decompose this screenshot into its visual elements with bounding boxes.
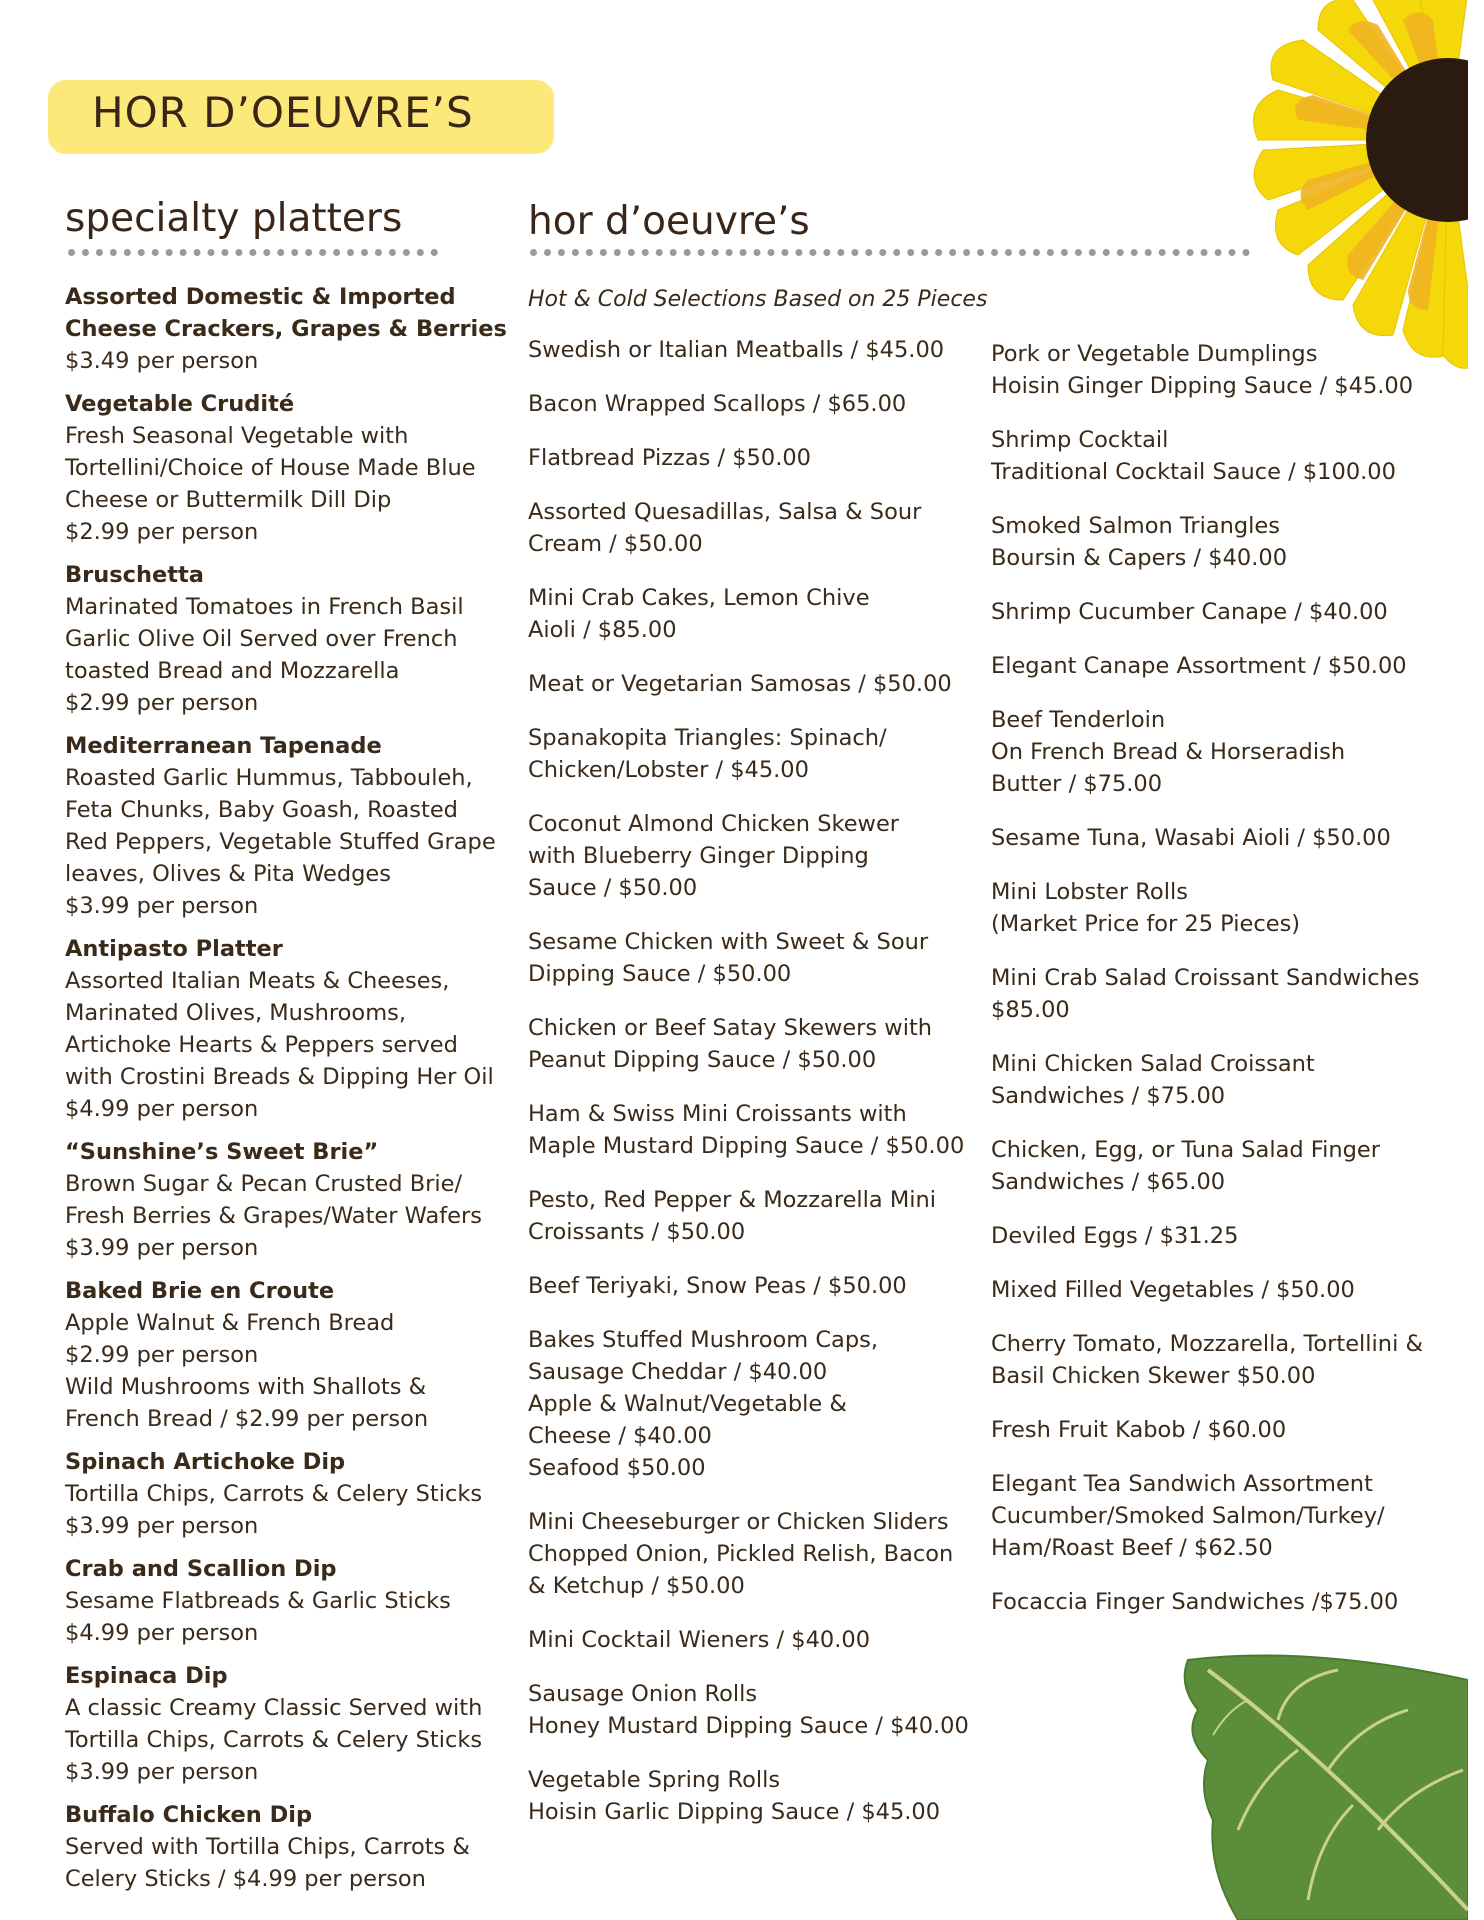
- menu-item: [528, 1270, 988, 1302]
- platter-name: Vegetable Crudité: [65, 391, 295, 417]
- platter-detail: Cheese or Buttermilk Dill Dip: [65, 487, 392, 513]
- platter-detail: Tortilla Chips, Carrots & Celery Sticks: [65, 1481, 483, 1507]
- sunflower-icon: [1228, 0, 1468, 370]
- platter-detail: Fresh Berries & Grapes/Water Wafers: [65, 1203, 482, 1229]
- menu-item-line: Coconut Almond Chicken Skewer: [528, 811, 900, 837]
- platter-item: [65, 281, 505, 377]
- platter-detail: $3.99 per person: [65, 1759, 259, 1785]
- platter-name: Crab and Scallion Dip: [65, 1556, 337, 1582]
- menu-item: [528, 1764, 988, 1828]
- menu-item: [528, 1012, 988, 1076]
- platter-detail: Wild Mushrooms with Shallots &: [65, 1374, 427, 1400]
- platter-detail: $2.99 per person: [65, 519, 259, 545]
- platter-item: [65, 1553, 505, 1649]
- menu-item-line: with Blueberry Ginger Dipping: [528, 843, 869, 869]
- menu-item-line: Mini Crab Cakes, Lemon Chive: [528, 585, 870, 611]
- platter-item: [65, 1799, 505, 1895]
- menu-item-line: Sesame Chicken with Sweet & Sour: [528, 929, 929, 955]
- menu-item: [528, 1506, 988, 1602]
- platter-detail: Tortilla Chips, Carrots & Celery Sticks: [65, 1727, 483, 1753]
- menu-item-line: Peanut Dipping Sauce / $50.00: [528, 1047, 877, 1073]
- menu-item-line: Hoisin Garlic Dipping Sauce / $45.00: [528, 1799, 941, 1825]
- platter-detail: $3.99 per person: [65, 1235, 259, 1261]
- menu-item: [528, 582, 988, 646]
- menu-item: [991, 1468, 1431, 1564]
- specialty-platters-divider: [68, 249, 438, 256]
- menu-item: [528, 388, 988, 420]
- menu-item: [528, 1324, 988, 1484]
- hor-doeuvres-heading: hor d’oeuvre’s: [528, 199, 810, 244]
- menu-item: [528, 722, 988, 786]
- platter-detail: French Bread / $2.99 per person: [65, 1406, 429, 1432]
- menu-item-line: Meat or Vegetarian Samosas / $50.00: [528, 671, 952, 697]
- hor-doeuvres-list-right: [991, 338, 1431, 1640]
- menu-item-line: Mixed Filled Vegetables / $50.00: [991, 1277, 1355, 1303]
- menu-item-line: $85.00: [991, 997, 1070, 1023]
- page-title-banner: [48, 80, 554, 154]
- platter-name: Buffalo Chicken Dip: [65, 1802, 313, 1828]
- menu-item-line: Mini Chicken Salad Croissant: [991, 1051, 1315, 1077]
- platter-detail: $3.99 per person: [65, 1513, 259, 1539]
- platter-detail: Feta Chunks, Baby Goash, Roasted: [65, 797, 458, 823]
- menu-item: [991, 1586, 1431, 1618]
- menu-item-line: Shrimp Cucumber Canape / $40.00: [991, 599, 1388, 625]
- menu-item-line: (Market Price for 25 Pieces): [991, 911, 1301, 937]
- menu-item-line: Hoisin Ginger Dipping Sauce / $45.00: [991, 373, 1414, 399]
- menu-item-line: Beef Tenderloin: [991, 707, 1166, 733]
- platter-name: Antipasto Platter: [65, 936, 283, 962]
- menu-item-line: Ham & Swiss Mini Croissants with: [528, 1101, 907, 1127]
- menu-item-line: Chicken or Beef Satay Skewers with: [528, 1015, 933, 1041]
- menu-item-line: Sauce / $50.00: [528, 875, 698, 901]
- platter-detail: leaves, Olives & Pita Wedges: [65, 861, 391, 887]
- menu-item: [528, 1098, 988, 1162]
- platter-detail: Tortellini/Choice of House Made Blue: [65, 455, 476, 481]
- menu-item-line: Aioli / $85.00: [528, 617, 677, 643]
- platter-item: [65, 1660, 505, 1788]
- platter-detail: Marinated Olives, Mushrooms,: [65, 1000, 406, 1026]
- menu-item-line: Apple & Walnut/Vegetable &: [528, 1391, 847, 1417]
- platter-detail: A classic Creamy Classic Served with: [65, 1695, 483, 1721]
- platter-item: [65, 1136, 505, 1264]
- menu-item: [528, 442, 988, 474]
- menu-item: [991, 876, 1431, 940]
- hor-doeuvres-list-left: [528, 284, 988, 1850]
- menu-item: [528, 496, 988, 560]
- menu-item-line: Pesto, Red Pepper & Mozzarella Mini: [528, 1187, 937, 1213]
- platter-name: Assorted Domestic & Imported: [65, 284, 456, 310]
- platter-detail: Marinated Tomatoes in French Basil: [65, 594, 464, 620]
- menu-item: [991, 1220, 1431, 1252]
- platter-name: Espinaca Dip: [65, 1663, 228, 1689]
- menu-item: [991, 338, 1431, 402]
- platter-detail: toasted Bread and Mozzarella: [65, 658, 400, 684]
- platter-item: [65, 933, 505, 1125]
- menu-item: [991, 1414, 1431, 1446]
- menu-item-line: Flatbread Pizzas / $50.00: [528, 445, 811, 471]
- platter-item: [65, 730, 505, 922]
- platter-name: Bruschetta: [65, 562, 204, 588]
- menu-item-line: Bacon Wrapped Scallops / $65.00: [528, 391, 907, 417]
- menu-item-line: Chopped Onion, Pickled Relish, Bacon: [528, 1541, 954, 1567]
- menu-item: [991, 704, 1431, 800]
- platter-detail: Sesame Flatbreads & Garlic Sticks: [65, 1588, 451, 1614]
- menu-item-line: Cream / $50.00: [528, 531, 703, 557]
- menu-item: [991, 424, 1431, 488]
- menu-item-line: Boursin & Capers / $40.00: [991, 545, 1288, 571]
- platter-detail: Brown Sugar & Pecan Crusted Brie/: [65, 1171, 463, 1197]
- menu-item-line: Smoked Salmon Triangles: [991, 513, 1280, 539]
- menu-item: [991, 1048, 1431, 1112]
- menu-item: [991, 596, 1431, 628]
- menu-item-line: Traditional Cocktail Sauce / $100.00: [991, 459, 1396, 485]
- menu-item-line: Cherry Tomato, Mozzarella, Tortellini &: [991, 1331, 1424, 1357]
- menu-item-line: Fresh Fruit Kabob / $60.00: [991, 1417, 1287, 1443]
- menu-item-line: Chicken/Lobster / $45.00: [528, 757, 809, 783]
- platter-detail: Celery Sticks / $4.99 per person: [65, 1866, 426, 1892]
- menu-item-line: Mini Cocktail Wieners / $40.00: [528, 1627, 871, 1653]
- platter-name: Spinach Artichoke Dip: [65, 1449, 346, 1475]
- platter-detail: Assorted Italian Meats & Cheeses,: [65, 968, 450, 994]
- menu-item: [991, 1134, 1431, 1198]
- menu-item-line: Bakes Stuffed Mushroom Caps,: [528, 1327, 878, 1353]
- platter-detail: Roasted Garlic Hummus, Tabbouleh,: [65, 765, 473, 791]
- menu-item-line: Seafood $50.00: [528, 1455, 706, 1481]
- platter-name: Mediterranean Tapenade: [65, 733, 382, 759]
- menu-item-line: Vegetable Spring Rolls: [528, 1767, 781, 1793]
- menu-item-line: On French Bread & Horseradish: [991, 739, 1346, 765]
- platter-detail: $2.99 per person: [65, 1342, 259, 1368]
- menu-item-line: Sandwiches / $75.00: [991, 1083, 1226, 1109]
- platter-name: Cheese Crackers, Grapes & Berries: [65, 316, 507, 342]
- menu-item: [528, 1624, 988, 1656]
- platter-detail: Garlic Olive Oil Served over French: [65, 626, 458, 652]
- menu-item-line: Sausage Onion Rolls: [528, 1681, 758, 1707]
- menu-item-line: Mini Crab Salad Croissant Sandwiches: [991, 965, 1420, 991]
- menu-item-line: Beef Teriyaki, Snow Peas / $50.00: [528, 1273, 907, 1299]
- menu-item-line: Assorted Quesadillas, Salsa & Sour: [528, 499, 922, 525]
- menu-item-line: Pork or Vegetable Dumplings: [991, 341, 1318, 367]
- menu-item: [991, 650, 1431, 682]
- menu-item-line: Butter / $75.00: [991, 771, 1163, 797]
- menu-item: [991, 822, 1431, 854]
- menu-item-line: Swedish or Italian Meatballs / $45.00: [528, 337, 945, 363]
- menu-item-line: Elegant Canape Assortment / $50.00: [991, 653, 1407, 679]
- menu-item: [528, 1184, 988, 1248]
- menu-item-line: & Ketchup / $50.00: [528, 1573, 745, 1599]
- menu-item: [991, 1274, 1431, 1306]
- menu-item-line: Basil Chicken Skewer $50.00: [991, 1363, 1316, 1389]
- platter-detail: Apple Walnut & French Bread: [65, 1310, 395, 1336]
- menu-item-line: Honey Mustard Dipping Sauce / $40.00: [528, 1713, 969, 1739]
- selection-note: Hot & Cold Selections Based on 25 Pieces: [528, 287, 988, 312]
- platter-detail: $2.99 per person: [65, 690, 259, 716]
- menu-item-line: Mini Cheeseburger or Chicken Sliders: [528, 1509, 949, 1535]
- menu-item-line: Mini Lobster Rolls: [991, 879, 1188, 905]
- menu-item-line: Cucumber/Smoked Salmon/Turkey/: [991, 1503, 1385, 1529]
- menu-item: [991, 962, 1431, 1026]
- menu-item-line: Cheese / $40.00: [528, 1423, 712, 1449]
- menu-item-line: Croissants / $50.00: [528, 1219, 746, 1245]
- platter-detail: $4.99 per person: [65, 1620, 259, 1646]
- menu-item: [528, 808, 988, 904]
- page-title: HOR D’OEUVRE’S: [92, 88, 474, 137]
- menu-item-line: Elegant Tea Sandwich Assortment: [991, 1471, 1373, 1497]
- platter-item: [65, 1446, 505, 1542]
- menu-item: [991, 510, 1431, 574]
- platter-detail: $4.99 per person: [65, 1096, 259, 1122]
- platter-detail: Served with Tortilla Chips, Carrots &: [65, 1834, 470, 1860]
- platter-detail: Fresh Seasonal Vegetable with: [65, 423, 409, 449]
- menu-item-line: Shrimp Cocktail: [991, 427, 1169, 453]
- platter-detail: Artichoke Hearts & Peppers served: [65, 1032, 458, 1058]
- specialty-platters-list: [65, 281, 505, 1906]
- menu-item-line: Sesame Tuna, Wasabi Aioli / $50.00: [991, 825, 1391, 851]
- platter-item: [65, 559, 505, 719]
- menu-item: [528, 334, 988, 366]
- hor-doeuvres-divider: [530, 249, 1250, 256]
- menu-item: [528, 926, 988, 990]
- platter-detail: $3.49 per person: [65, 348, 259, 374]
- specialty-platters-heading: specialty platters: [65, 196, 403, 241]
- platter-item: [65, 1275, 505, 1435]
- menu-item-line: Focaccia Finger Sandwiches /$75.00: [991, 1589, 1399, 1615]
- menu-item: [528, 1678, 988, 1742]
- platter-detail: $3.99 per person: [65, 893, 259, 919]
- platter-name: Baked Brie en Croute: [65, 1278, 335, 1304]
- menu-item-line: Dipping Sauce / $50.00: [528, 961, 792, 987]
- menu-item-line: Ham/Roast Beef / $62.50: [991, 1535, 1273, 1561]
- menu-item-line: Sandwiches / $65.00: [991, 1169, 1226, 1195]
- menu-item-line: Spanakopita Triangles: Spinach/: [528, 725, 887, 751]
- leaf-icon: [1168, 1640, 1468, 1920]
- platter-detail: with Crostini Breads & Dipping Her Oil: [65, 1064, 494, 1090]
- menu-item: [528, 668, 988, 700]
- menu-item-line: Sausage Cheddar / $40.00: [528, 1359, 828, 1385]
- menu-item-line: Chicken, Egg, or Tuna Salad Finger: [991, 1137, 1381, 1163]
- platter-item: [65, 388, 505, 548]
- menu-item-line: Maple Mustard Dipping Sauce / $50.00: [528, 1133, 965, 1159]
- platter-name: “Sunshine’s Sweet Brie”: [65, 1139, 379, 1165]
- menu-item: [991, 1328, 1431, 1392]
- menu-item-line: Deviled Eggs / $31.25: [991, 1223, 1239, 1249]
- platter-detail: Red Peppers, Vegetable Stuffed Grape: [65, 829, 496, 855]
